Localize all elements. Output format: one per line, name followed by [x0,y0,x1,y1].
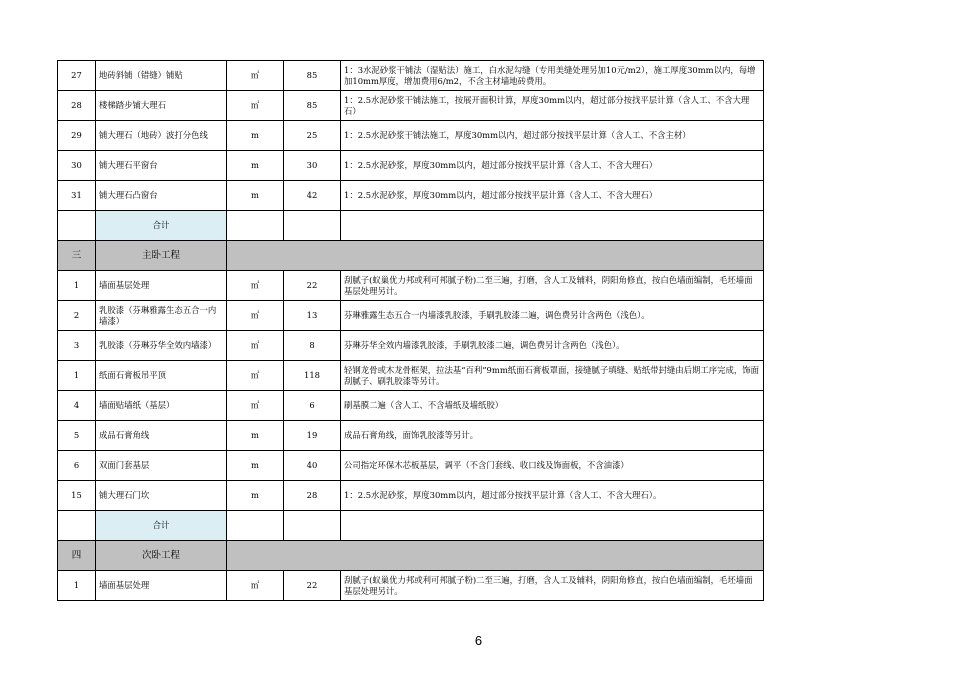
subtotal-label: 合计 [96,511,227,541]
item-description: 刮腻子(蚁巢优力邦或利可邦腻子粉)二至三遍，打磨，含人工及辅料，阴阳角修直，按白色墙面编制，毛坯墙面基层处理另计。 [341,571,764,601]
section-title: 主卧工程 [96,241,227,271]
table-row [58,391,764,421]
quote-table [57,60,764,601]
item-description: 芬琳雅露生态五合一内墙漆乳胶漆，手刷乳胶漆二遍，调色费另计含两色（浅色）。 [341,301,764,331]
item-name: 铺大理石平窗台 [96,151,227,181]
item-description: 1：2.5水泥砂浆，厚度30mm以内，超过部分按找平层计算（含人工、不含大理石） [341,151,764,181]
section-title: 次卧工程 [96,541,227,571]
item-unit: ㎡ [227,91,284,121]
item-number: 5 [58,421,96,451]
page-number: 6 [474,633,483,648]
table-row [58,421,764,451]
empty-cell [341,211,764,241]
item-unit: m [227,181,284,211]
item-quantity: 28 [284,481,341,511]
empty-cell [58,211,96,241]
item-name: 铺大理石门坎 [96,481,227,511]
section-header-row [58,541,764,571]
item-unit: ㎡ [227,61,284,91]
table-row [58,331,764,361]
item-number: 28 [58,91,96,121]
table-row [58,361,764,391]
item-quantity: 30 [284,151,341,181]
item-description: 1：2.5水泥砂浆干铺法施工，按展开面积计算，厚度30mm以内，超过部分按找平层计算（含人工、不含大理石） [341,91,764,121]
empty-cell [284,511,341,541]
item-number: 6 [58,451,96,481]
empty-cell [227,211,284,241]
item-number: 29 [58,121,96,151]
item-description: 轻钢龙骨或木龙骨框架，拉法基“百利”9mm纸面石膏板罩面，接缝腻子填缝、贴纸带封缝由后期工序完成，饰面刮腻子、刷乳胶漆等另计。 [341,361,764,391]
item-unit: ㎡ [227,571,284,601]
item-name: 纸面石膏板吊平顶 [96,361,227,391]
item-unit: ㎡ [227,331,284,361]
empty-cell [341,511,764,541]
item-quantity: 25 [284,121,341,151]
table-row [58,301,764,331]
item-unit: ㎡ [227,361,284,391]
item-description: 1：2.5水泥砂浆，厚度30mm以内，超过部分按找平层计算（含人工、不含大理石）。 [341,481,764,511]
item-quantity: 19 [284,421,341,451]
item-description: 1：2.5水泥砂浆干铺法施工，厚度30mm以内，超过部分按找平层计算（含人工、不含主材） [341,121,764,151]
item-number: 1 [58,271,96,301]
item-number: 4 [58,391,96,421]
section-filler [227,541,764,571]
empty-cell [284,211,341,241]
item-number: 1 [58,571,96,601]
item-quantity: 85 [284,61,341,91]
item-description: 刮腻子(蚁巢优力邦或利可邦腻子粉)二至三遍，打磨，含人工及辅料，阴阳角修直，按白色墙面编制，毛坯墙面基层处理另计。 [341,271,764,301]
item-name: 乳胶漆（芬琳芬华全效内墙漆） [96,331,227,361]
item-name: 墙面基层处理 [96,271,227,301]
item-name: 墙面贴墙纸（基层） [96,391,227,421]
table-row [58,481,764,511]
subtotal-row [58,211,764,241]
section-number: 四 [58,541,96,571]
item-unit: m [227,451,284,481]
item-unit: m [227,421,284,451]
item-quantity: 8 [284,331,341,361]
empty-cell [58,511,96,541]
item-description: 1：3水泥砂浆干铺法（湿贴法）施工，白水泥勾缝（专用美缝处理另加10元/m2），施工厚度30mm以内，每增加10mm厚度，增加费用6/m2，不含主材墙地砖费用。 [341,61,764,91]
item-description: 公司指定环保木芯板基层，调平（不含门套线、收口线及饰面板，不含油漆） [341,451,764,481]
item-quantity: 42 [284,181,341,211]
item-quantity: 118 [284,361,341,391]
item-description: 成品石膏角线，面饰乳胶漆等另计。 [341,421,764,451]
table-row [58,61,764,91]
item-unit: ㎡ [227,271,284,301]
item-number: 1 [58,361,96,391]
subtotal-label: 合计 [96,211,227,241]
table-row [58,181,764,211]
item-name: 楼梯踏步铺大理石 [96,91,227,121]
item-name: 铺大理石凸窗台 [96,181,227,211]
table-row [58,121,764,151]
item-name: 双面门套基层 [96,451,227,481]
item-number: 30 [58,151,96,181]
item-quantity: 40 [284,451,341,481]
item-quantity: 22 [284,571,341,601]
item-number: 2 [58,301,96,331]
item-number: 27 [58,61,96,91]
item-number: 15 [58,481,96,511]
quote-table-body [58,61,764,601]
item-unit: ㎡ [227,391,284,421]
empty-cell [227,511,284,541]
item-number: 31 [58,181,96,211]
section-filler [227,241,764,271]
item-quantity: 22 [284,271,341,301]
item-unit: m [227,481,284,511]
item-description: 1：2.5水泥砂浆，厚度30mm以内，超过部分按找平层计算（含人工、不含大理石） [341,181,764,211]
item-name: 成品石膏角线 [96,421,227,451]
item-number: 3 [58,331,96,361]
table-row [58,571,764,601]
table-row [58,451,764,481]
item-quantity: 85 [284,91,341,121]
item-name: 铺大理石（地砖）波打分色线 [96,121,227,151]
section-header-row [58,241,764,271]
section-number: 三 [58,241,96,271]
table-row [58,151,764,181]
table-row [58,91,764,121]
item-name: 墙面基层处理 [96,571,227,601]
item-unit: ㎡ [227,301,284,331]
subtotal-row [58,511,764,541]
table-row [58,271,764,301]
item-unit: m [227,121,284,151]
item-quantity: 13 [284,301,341,331]
item-name: 乳胶漆（芬琳雅露生态五合一内墙漆） [96,301,227,331]
item-unit: m [227,151,284,181]
item-description: 刷基膜二遍（含人工、不含墙纸及墙纸胶） [341,391,764,421]
item-quantity: 6 [284,391,341,421]
item-description: 芬琳芬华全效内墙漆乳胶漆，手刷乳胶漆二遍，调色费另计含两色（浅色）。 [341,331,764,361]
item-name: 地砖斜铺（错缝）铺贴 [96,61,227,91]
